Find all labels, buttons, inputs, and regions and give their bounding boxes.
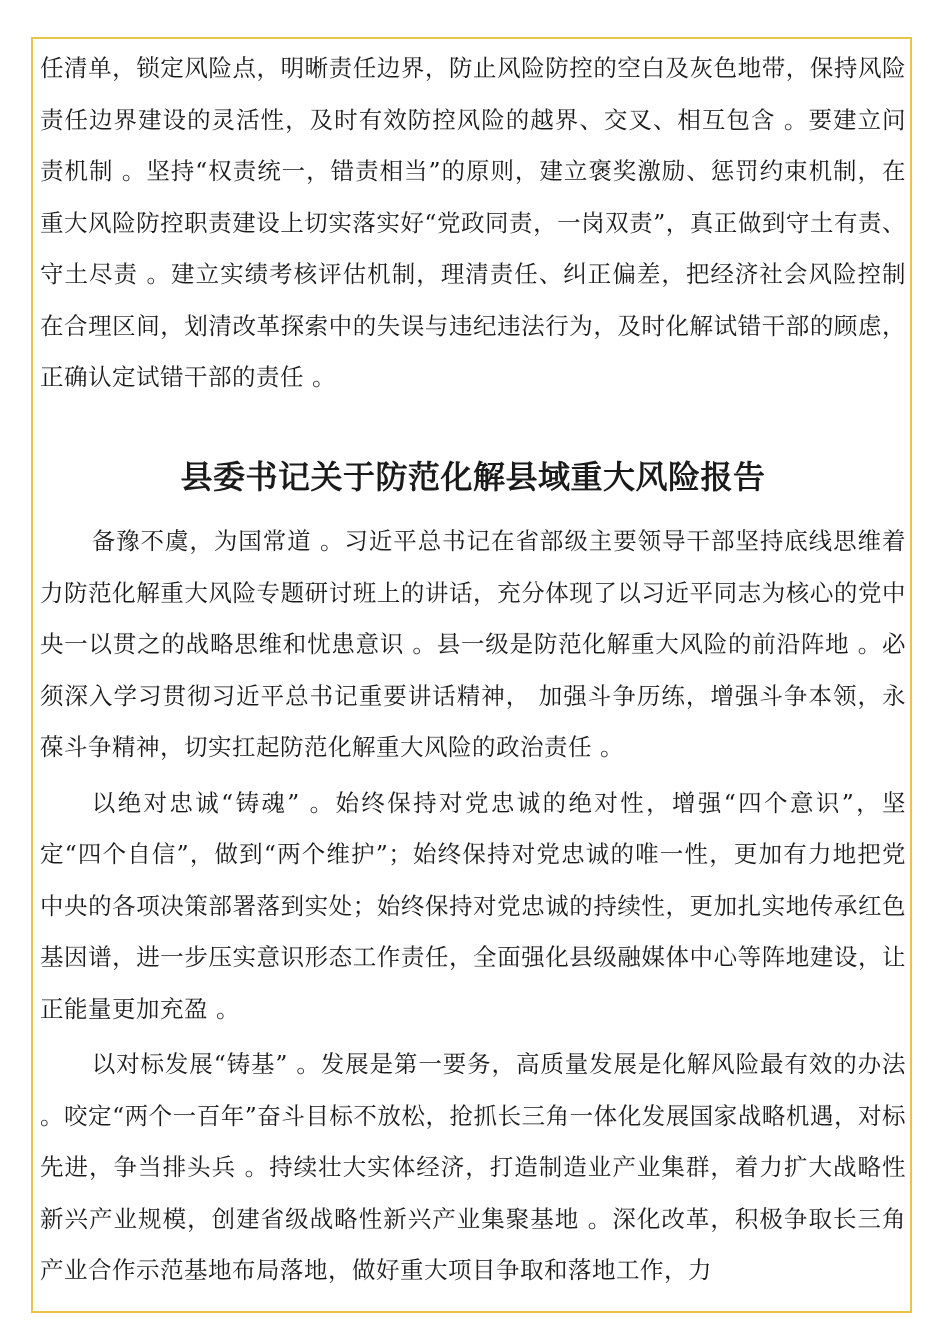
document-content — [40, 43, 906, 1284]
article-body — [40, 516, 906, 1297]
continuation-paragraph: 任清单，锁定风险点，明晰责任边界，防止风险防控的空白及灰色地带，保持风险责任边界建设的灵活性，及时有效防控风险的越界、交叉、相互包含 。要建立问责机制 。坚持“权责统一，错责相当”的原则，建立褒奖激励、惩罚约束机制，在重大风险防控职责建设上切实落实好“党政同责，一岗双责”，真正做到守土有责、守土尽责 。建立实绩考核评估机制，理清责任、纠正偏差，把经济社会风险控制在合理区间，划清改革探索中的失误与违纪违法行为，及时化解试错干部的顾虑，正确认定试错干部的责任 。 — [40, 54, 906, 391]
body-paragraph-2: 以绝对忠诚“铸魂” 。始终保持对党忠诚的绝对性，增强“四个意识”，坚定“四个自信”，做到“两个维护”；始终保持对党忠诚的唯一性，更加有力地把党中央的各项决策部署落到实处；始终保持对党忠诚的持续性，更加扎实地传承红色基因谱，进一步压实意识形态工作责任，全面强化县级融媒体中心等阵地建设，让正能量更加充盈 。 — [40, 788, 906, 1023]
article-title: 县委书记关于防范化解县域重大风险报告 — [180, 458, 766, 496]
body-paragraph-1: 备豫不虞，为国常道 。习近平总书记在省部级主要领导干部坚持底线思维着力防范化解重大风险专题研讨班上的讲话，充分体现了以习近平同志为核心的党中央一以贯之的战略思维和忧患意识 。县一级是防范化解重大风险的前沿阵地 。必须深入学习贯彻习近平总书记重要讲话精神， 加强斗争历练，增强斗争本领，永葆斗争精神，切实扛起防范化解重大风险的政治责任 。 — [40, 527, 906, 761]
body-paragraph-3: 以对标发展“铸基” 。发展是第一要务，高质量发展是化解风险最有效的办法 。咬定“两个一百年”奋斗目标不放松，抢抓长三角一体化发展国家战略机遇，对标先进，争当排头兵 。持续壮大实体经济，打造制造业产业集群，着力扩大战略性新兴产业规模，创建省级战略性新兴产业集聚基地 。深化改革，积极争取长三角产业合作示范基地布局落地，做好重大项目争取和落地工作，力 — [40, 1050, 906, 1284]
article-header — [40, 453, 906, 501]
